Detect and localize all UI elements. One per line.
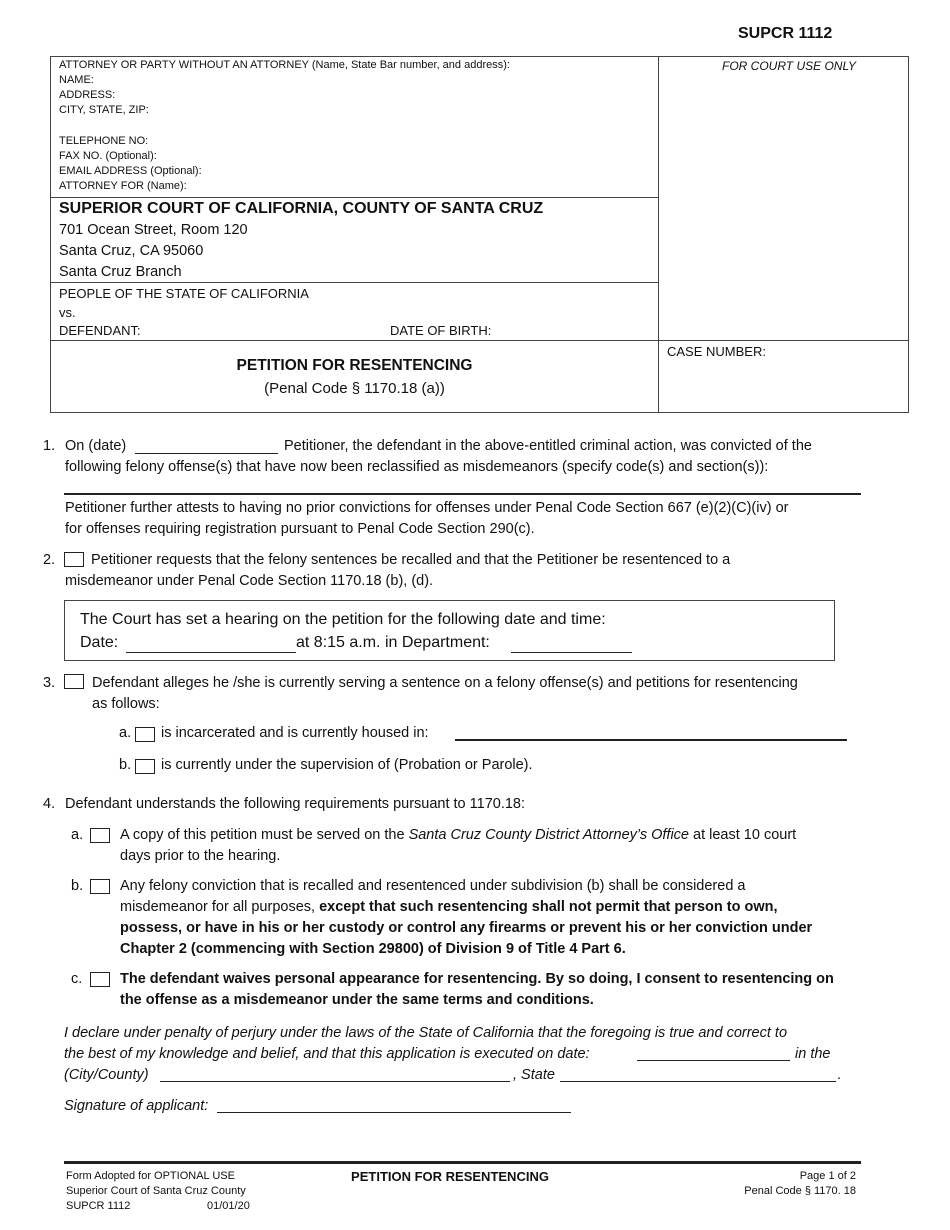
item-4a-line2: days prior to the hearing.: [120, 848, 281, 864]
attorney-header: ATTORNEY OR PARTY WITHOUT AN ATTORNEY (Name, State Bar number, and address):: [59, 59, 510, 71]
item-3-text-a: Defendant alleges he /she is currently serving a sentence on a felony offense(s) and petitions for resentencing: [92, 675, 798, 691]
state-field[interactable]: [560, 1081, 836, 1082]
caption-divider: [658, 57, 659, 412]
court-address-line1: 701 Ocean Street, Room 120: [59, 222, 248, 238]
item-1-attest-a: Petitioner further attests to having no prior convictions for offenses under Penal Code Section 667 (e)(2)(C)(iv) or: [65, 500, 789, 516]
offense-code-field[interactable]: [64, 493, 861, 495]
vs-label: vs.: [59, 305, 76, 320]
item-4a-checkbox[interactable]: [90, 828, 110, 843]
item-3a-text: is incarcerated and is currently housed in:: [161, 725, 429, 741]
hearing-line1: The Court has set a hearing on the petition for the following date and time:: [80, 611, 606, 628]
city-county-field[interactable]: [160, 1081, 510, 1082]
hearing-date-label: Date:: [80, 634, 119, 651]
item-2-number: 2.: [43, 552, 56, 568]
item-3-number: 3.: [43, 675, 56, 691]
declaration-line1: I declare under penalty of perjury under the laws of the State of California that the foregoing is true and correct to: [64, 1025, 788, 1041]
item-4-number: 4.: [43, 796, 56, 812]
footer-page-number: Page 1 of 2: [799, 1170, 856, 1182]
item-3a-checkbox[interactable]: [135, 727, 155, 742]
item-4a-line1: A copy of this petition must be served on the Santa Cruz County District Attorney’s Office at least 10 court: [120, 827, 797, 843]
district-attorney-office: Santa Cruz County District Attorney’s Office: [408, 827, 689, 843]
item-1-text-a: Petitioner, the defendant in the above-entitled criminal action, was convicted of the: [284, 438, 812, 454]
petition-subtitle: (Penal Code § 1170.18 (a)): [264, 380, 445, 397]
court-branch: Santa Cruz Branch: [59, 264, 182, 280]
declaration-city-label: (City/County): [64, 1067, 149, 1083]
court-name: SUPERIOR COURT OF CALIFORNIA, COUNTY OF SANTA CRUZ: [59, 200, 544, 217]
item-4a-label: a.: [71, 827, 84, 843]
form-id: SUPCR 1112: [738, 25, 833, 42]
footer-rule: [64, 1161, 861, 1164]
item-2-text-a: Petitioner requests that the felony sentences be recalled and that the Petitioner be resentenced to a: [91, 552, 731, 568]
dob-field[interactable]: DATE OF BIRTH:: [390, 323, 492, 338]
footer-title: PETITION FOR RESENTENCING: [351, 1169, 549, 1184]
item-1-date-label: On (date): [65, 438, 127, 454]
hearing-box: [64, 600, 835, 661]
department-field[interactable]: [511, 652, 632, 653]
telephone-field[interactable]: TELEPHONE NO:: [59, 135, 149, 147]
declaration-in-the: in the: [795, 1046, 831, 1062]
item-4c-line1: The defendant waives personal appearance for resentencing. By so doing, I consent to resentencing on: [120, 971, 834, 987]
item-4b-line3: possess, or have in his or her custody or control any firearms or prevent his or her conviction under: [120, 920, 813, 936]
item-3b-text: is currently under the supervision of (Probation or Parole).: [161, 757, 533, 773]
item-4b-line1: Any felony conviction that is recalled and resentenced under subdivision (b) shall be considered a: [120, 878, 746, 894]
footer-form-id: SUPCR 1112: [66, 1200, 131, 1212]
court-address-line2: Santa Cruz, CA 95060: [59, 243, 204, 259]
petition-title: PETITION FOR RESENTENCING: [236, 357, 473, 374]
item-3b-checkbox[interactable]: [135, 759, 155, 774]
declaration-line2: the best of my knowledge and belief, and that this application is executed on date:: [64, 1046, 590, 1062]
item-1-number: 1.: [43, 438, 56, 454]
item-4c-label: c.: [71, 971, 83, 987]
declaration-period: .: [837, 1067, 842, 1083]
caption-box: [50, 56, 909, 413]
item-2-text-b: misdemeanor under Penal Code Section 1170.18 (b), (d).: [65, 573, 434, 589]
executed-date-field[interactable]: [637, 1060, 790, 1061]
item-4b-checkbox[interactable]: [90, 879, 110, 894]
item-4c-checkbox[interactable]: [90, 972, 110, 987]
item-2-checkbox[interactable]: [64, 552, 84, 567]
item-4-intro: Defendant understands the following requirements pursuant to 1170.18:: [65, 796, 526, 812]
court-use-label: FOR COURT USE ONLY: [722, 59, 857, 73]
name-field[interactable]: NAME:: [59, 74, 94, 86]
footer-left-line2: Superior Court of Santa Cruz County: [66, 1185, 246, 1197]
declaration-state-label: , State: [513, 1067, 555, 1083]
item-4c-line2: the offense as a misdemeanor under the same terms and conditions.: [120, 992, 594, 1008]
signature-field[interactable]: [217, 1112, 571, 1113]
hearing-time-text: at 8:15 a.m. in Department:: [296, 634, 490, 651]
item-4b-label: b.: [71, 878, 84, 894]
item-1-attest-b: for offenses requiring registration pursuant to Penal Code Section 290(c).: [65, 521, 535, 537]
item-4b-line4: Chapter 2 (commencing with Section 29800) of Division 9 of Title 4 Part 6.: [120, 941, 626, 957]
attorney-for-field[interactable]: ATTORNEY FOR (Name):: [59, 180, 187, 192]
housed-in-field[interactable]: [455, 739, 847, 741]
item-4b-line2: misdemeanor for all purposes, except that such resentencing shall not permit that person to own,: [120, 899, 778, 915]
hearing-date-field[interactable]: [126, 652, 296, 653]
city-state-zip-field[interactable]: CITY, STATE, ZIP:: [59, 104, 149, 116]
address-field[interactable]: ADDRESS:: [59, 89, 116, 101]
item-3a-label: a.: [119, 725, 132, 741]
people-label: PEOPLE OF THE STATE OF CALIFORNIA: [59, 286, 309, 301]
footer-penal-code: Penal Code § 1170. 18: [744, 1185, 856, 1197]
conviction-date-field[interactable]: [135, 453, 278, 454]
signature-label: Signature of applicant:: [64, 1098, 209, 1114]
fax-field[interactable]: FAX NO. (Optional):: [59, 150, 157, 162]
item-1-text-b: following felony offense(s) that have now been reclassified as misdemeanors (specify code(s) and section(s)):: [65, 459, 769, 475]
item-3b-label: b.: [119, 757, 132, 773]
footer-left-line1: Form Adopted for OPTIONAL USE: [66, 1170, 235, 1182]
item-3-text-b: as follows:: [92, 696, 160, 712]
email-field[interactable]: EMAIL ADDRESS (Optional):: [59, 165, 202, 177]
case-number-field[interactable]: CASE NUMBER:: [667, 344, 766, 359]
defendant-field[interactable]: DEFENDANT:: [59, 323, 141, 338]
item-3-checkbox[interactable]: [64, 674, 84, 689]
footer-revision-date: 01/01/20: [207, 1200, 250, 1212]
